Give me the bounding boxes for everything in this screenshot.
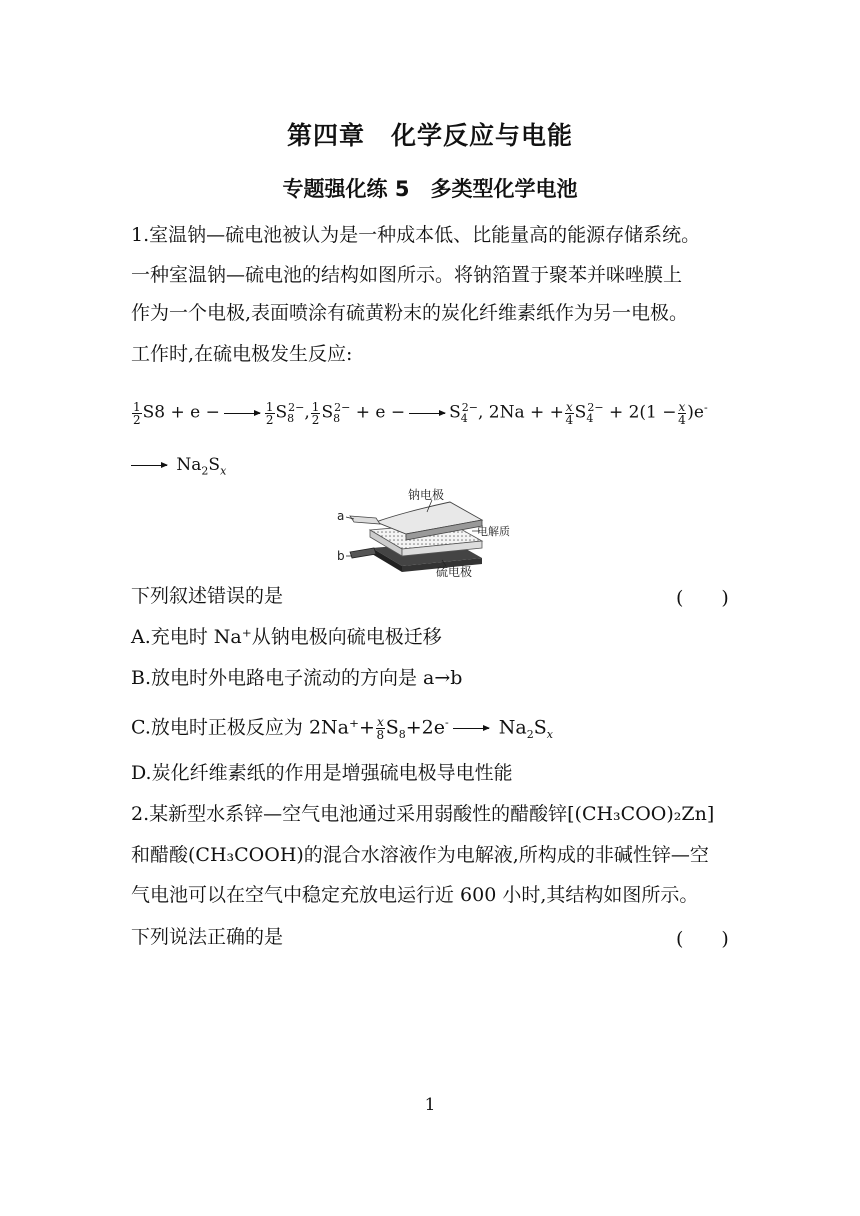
q1-answer-paren: ( ) — [676, 587, 729, 609]
q2-line-1: 2.某新型水系锌—空气电池通过采用弱酸性的醋酸锌[(CH₃COO)₂Zn] — [131, 803, 715, 825]
q2-stem: 下列说法正确的是 — [131, 926, 284, 948]
q1-equation-product: $Na_2S_x$ — [131, 452, 226, 484]
q1-option-d: D.炭化纤维素纸的作用是增强硫电极导电性能 — [131, 762, 513, 784]
label-a: a — [337, 509, 345, 523]
arrow-icon — [131, 465, 167, 466]
label-sulfur-electrode: 硫电极 — [436, 565, 473, 579]
label-b: b — [337, 549, 345, 563]
q1-option-c: C.放电时正极反应为 2Na⁺+ $\frac{x}{8}$ $S_8+2e^-$ $Na_2S_x$ — [131, 714, 553, 742]
arrow-icon — [409, 413, 445, 414]
arrow-icon — [224, 413, 260, 414]
q1-line-2: 一种室温钠—硫电池的结构如图所示。将钠箔置于聚苯并咪唑膜上 — [131, 264, 683, 286]
label-electrolyte: 电解质 — [477, 525, 510, 538]
section-title: 专题强化练 5 多类型化学电池 — [282, 177, 578, 201]
q2-line-2: 和醋酸(CH₃COOH)的混合水溶液作为电解液,所构成的非碱性锌—空 — [131, 844, 709, 866]
label-sodium-electrode: 钠电极 — [408, 488, 445, 502]
q1-line-1: 1.室温钠—硫电池被认为是一种成本低、比能量高的能源存储系统。 — [131, 224, 701, 246]
battery-figure — [332, 486, 510, 579]
page-number: 1 — [424, 1095, 436, 1115]
q1-stem: 下列叙述错误的是 — [131, 585, 284, 607]
q2-answer-paren: ( ) — [676, 928, 729, 950]
q1-equation: $\frac{1}{2}$ S8 + e − $\frac{1}{2}$ $S_8^{2-}$, $\frac{1}{2}$ $S_8^{2-} + e - S_4^{2-}$, 2Na + + $\frac{x}{4}$ $S_4^{2-} + 2(1$ − $\frac{x}{4}$ )e- — [133, 399, 708, 427]
q1-option-b: B.放电时外电路电子流动的方向是 a→b — [131, 667, 463, 689]
q1-line-3: 作为一个电极,表面喷涂有硫黄粉末的炭化纤维素纸作为另一电极。 — [131, 302, 689, 324]
q1-line-4: 工作时,在硫电极发生反应: — [131, 343, 353, 365]
q1-option-a: A.充电时 Na⁺从钠电极向硫电极迁移 — [131, 626, 442, 648]
q2-line-3: 气电池可以在空气中稳定充放电运行近 600 小时,其结构如图所示。 — [131, 884, 699, 906]
chapter-title: 第四章 化学反应与电能 — [286, 121, 573, 150]
